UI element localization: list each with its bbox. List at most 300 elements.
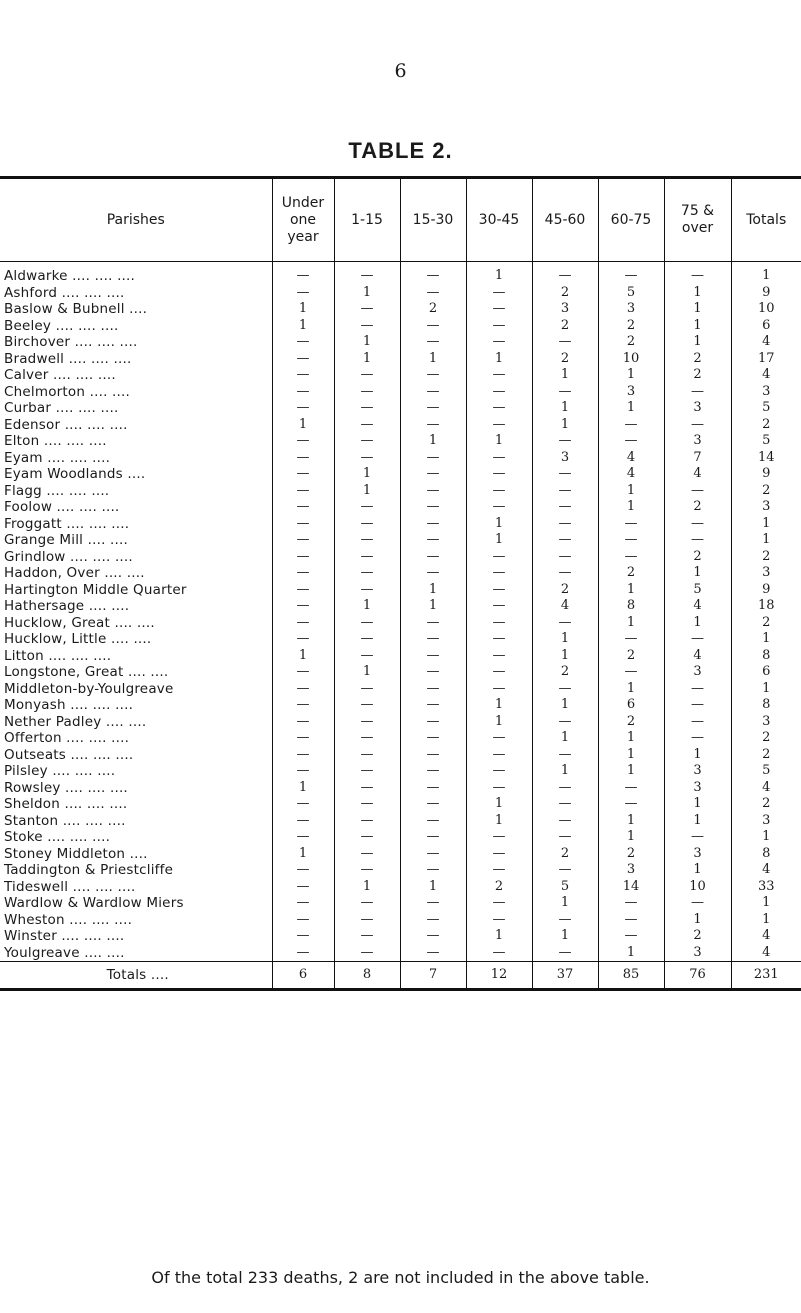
data-cell: 1 (598, 582, 664, 599)
table-row (0, 582, 801, 599)
data-cell: 5 (664, 582, 731, 599)
data-cell: 2 (532, 318, 598, 335)
data-cell: — (532, 714, 598, 731)
data-cell: 18 (731, 598, 801, 615)
data-cell: — (272, 813, 334, 830)
data-cell: 3 (532, 450, 598, 467)
parish-name: Eyam .... .... .... (4, 449, 111, 466)
data-cell: 1 (334, 879, 400, 896)
data-cell: — (272, 664, 334, 681)
header-parishes: Parishes (0, 179, 272, 262)
data-cell: — (400, 483, 466, 500)
data-cell: — (400, 747, 466, 764)
data-cell: — (400, 697, 466, 714)
data-cell: — (400, 318, 466, 335)
data-cell: 8 (598, 598, 664, 615)
data-cell: — (400, 516, 466, 533)
data-cell: — (532, 433, 598, 450)
data-cell: — (400, 813, 466, 830)
totals-cell: 7 (400, 962, 466, 990)
data-cell: — (272, 450, 334, 467)
data-cell: — (272, 598, 334, 615)
data-cell: — (400, 565, 466, 582)
data-cell: — (272, 714, 334, 731)
data-cell: — (532, 829, 598, 846)
data-cell: — (400, 763, 466, 780)
data-cell: 1 (664, 912, 731, 929)
data-cell: — (272, 466, 334, 483)
mortality-table (0, 176, 801, 991)
data-cell: 1 (532, 367, 598, 384)
data-cell: 3 (664, 433, 731, 450)
data-cell: 1 (664, 862, 731, 879)
data-cell: 1 (466, 516, 532, 533)
data-cell: — (466, 301, 532, 318)
table-row (0, 631, 801, 648)
data-cell: 1 (598, 945, 664, 962)
data-cell: 1 (664, 565, 731, 582)
data-cell: — (334, 862, 400, 879)
data-cell: 1 (400, 582, 466, 599)
table-row (0, 747, 801, 764)
header-30-45: 30-45 (466, 179, 532, 262)
table-row (0, 862, 801, 879)
data-cell: 4 (664, 466, 731, 483)
data-cell: 4 (731, 945, 801, 962)
data-cell: — (334, 928, 400, 945)
data-cell: — (334, 262, 400, 285)
data-cell: — (334, 945, 400, 962)
data-cell: — (466, 895, 532, 912)
data-cell: — (400, 262, 466, 285)
data-cell: 3 (532, 301, 598, 318)
data-cell: — (466, 945, 532, 962)
data-cell: 6 (731, 318, 801, 335)
data-cell: 2 (664, 367, 731, 384)
data-cell: — (334, 565, 400, 582)
data-cell: — (664, 262, 731, 285)
data-cell: — (400, 400, 466, 417)
data-cell: — (466, 664, 532, 681)
data-cell: — (272, 262, 334, 285)
table-row (0, 681, 801, 698)
data-cell: 2 (664, 351, 731, 368)
data-cell: — (532, 747, 598, 764)
data-cell: — (272, 433, 334, 450)
data-cell: 5 (532, 879, 598, 896)
data-cell: 3 (598, 384, 664, 401)
data-cell: — (466, 334, 532, 351)
data-cell: 8 (731, 697, 801, 714)
data-cell: — (400, 714, 466, 731)
data-cell: — (334, 846, 400, 863)
data-cell: — (466, 549, 532, 566)
data-cell: — (598, 796, 664, 813)
data-cell: — (664, 516, 731, 533)
data-cell: 1 (598, 499, 664, 516)
data-cell: 14 (598, 879, 664, 896)
data-cell: — (664, 697, 731, 714)
data-cell: — (272, 400, 334, 417)
data-cell: 2 (532, 351, 598, 368)
data-cell: — (400, 664, 466, 681)
data-cell: 1 (532, 763, 598, 780)
data-cell: — (400, 384, 466, 401)
data-cell: 1 (272, 417, 334, 434)
totals-cell: 6 (272, 962, 334, 990)
data-cell: — (532, 466, 598, 483)
data-cell: 4 (731, 334, 801, 351)
data-cell: 1 (466, 351, 532, 368)
data-cell: 1 (532, 631, 598, 648)
parish-name: Edensor .... .... .... (4, 416, 128, 433)
parish-name: Beeley .... .... .... (4, 317, 119, 334)
data-cell: 1 (664, 285, 731, 302)
data-cell: — (598, 928, 664, 945)
data-cell: — (532, 780, 598, 797)
data-cell: 2 (466, 879, 532, 896)
data-cell: — (664, 829, 731, 846)
data-cell: 1 (272, 301, 334, 318)
data-cell: 1 (598, 400, 664, 417)
data-cell: — (532, 516, 598, 533)
data-cell: 9 (731, 582, 801, 599)
parish-name: Foolow .... .... .... (4, 499, 120, 515)
data-cell: — (532, 262, 598, 285)
parish-name: Grindlow .... .... .... (4, 548, 133, 565)
data-cell: 1 (334, 664, 400, 681)
parish-name: Wheston .... .... .... (4, 911, 133, 928)
parish-name: Outseats .... .... .... (4, 746, 134, 763)
data-cell: — (272, 549, 334, 566)
data-cell: 10 (731, 301, 801, 318)
data-cell: 2 (598, 565, 664, 582)
parish-name: Eyam Woodlands .... (4, 466, 146, 482)
data-cell: — (272, 879, 334, 896)
data-cell: 10 (598, 351, 664, 368)
data-cell: — (466, 598, 532, 615)
table-row (0, 598, 801, 615)
data-cell: — (664, 532, 731, 549)
data-cell: — (532, 384, 598, 401)
parish-name: Offerton .... .... .... (4, 730, 130, 746)
data-cell: 1 (400, 598, 466, 615)
data-cell: — (334, 796, 400, 813)
data-cell: 3 (598, 301, 664, 318)
data-cell: — (400, 780, 466, 797)
table-row (0, 516, 801, 533)
data-cell: — (334, 400, 400, 417)
data-cell: — (334, 499, 400, 516)
data-cell: 4 (731, 928, 801, 945)
data-cell: 1 (466, 433, 532, 450)
parish-name: Grange Mill .... .... (4, 532, 129, 548)
data-cell: — (532, 862, 598, 879)
data-cell: 3 (664, 664, 731, 681)
data-cell: — (598, 631, 664, 648)
table-row (0, 813, 801, 830)
data-cell: — (272, 730, 334, 747)
data-cell: — (664, 483, 731, 500)
table-row (0, 417, 801, 434)
data-cell: — (272, 351, 334, 368)
parish-name: Calver .... .... .... (4, 367, 116, 383)
data-cell: — (400, 615, 466, 632)
data-cell: 8 (731, 846, 801, 863)
data-cell: — (334, 648, 400, 665)
data-cell: — (400, 796, 466, 813)
data-cell: 1 (731, 681, 801, 698)
table-row (0, 664, 801, 681)
parish-name: Baslow & Bubnell .... (4, 301, 148, 317)
data-cell: 1 (664, 301, 731, 318)
totals-cell: 231 (731, 962, 801, 990)
data-cell: — (272, 582, 334, 599)
data-cell: 1 (664, 334, 731, 351)
data-cell: 1 (272, 648, 334, 665)
data-cell: — (532, 945, 598, 962)
data-cell: 2 (731, 796, 801, 813)
data-cell: — (272, 499, 334, 516)
data-cell: 3 (664, 846, 731, 863)
data-cell: — (400, 499, 466, 516)
data-cell: 3 (598, 862, 664, 879)
data-cell: 33 (731, 879, 801, 896)
data-cell: — (334, 433, 400, 450)
data-cell: 1 (466, 928, 532, 945)
data-cell: 1 (272, 846, 334, 863)
data-cell: — (466, 318, 532, 335)
data-cell: 2 (532, 664, 598, 681)
data-cell: — (400, 532, 466, 549)
data-cell: — (272, 565, 334, 582)
data-cell: 2 (664, 499, 731, 516)
table-row (0, 367, 801, 384)
data-cell: — (400, 681, 466, 698)
table-row (0, 318, 801, 335)
table-row (0, 351, 801, 368)
data-cell: — (466, 912, 532, 929)
parish-name: Elton .... .... .... (4, 433, 107, 449)
data-cell: 1 (466, 262, 532, 285)
data-cell: 1 (532, 730, 598, 747)
parish-name: Monyash .... .... .... (4, 697, 134, 713)
data-cell: 3 (664, 400, 731, 417)
totals-cell: 76 (664, 962, 731, 990)
parish-name: Nether Padley .... .... (4, 713, 147, 730)
data-cell: 1 (400, 879, 466, 896)
data-cell: 1 (400, 351, 466, 368)
data-cell: — (466, 400, 532, 417)
data-cell: — (598, 664, 664, 681)
data-cell: 1 (598, 367, 664, 384)
data-cell: — (400, 417, 466, 434)
data-cell: — (664, 681, 731, 698)
parish-name: Hucklow, Great .... .... (4, 614, 155, 631)
data-cell: 1 (532, 400, 598, 417)
data-cell: 1 (731, 895, 801, 912)
data-cell: 1 (532, 417, 598, 434)
data-cell: 1 (664, 796, 731, 813)
data-cell: 1 (664, 813, 731, 830)
data-cell: 1 (731, 912, 801, 929)
data-cell: 5 (598, 285, 664, 302)
data-cell: 14 (731, 450, 801, 467)
data-cell: — (532, 565, 598, 582)
data-cell: — (272, 532, 334, 549)
data-cell: 1 (598, 730, 664, 747)
data-cell: — (532, 532, 598, 549)
data-cell: 1 (731, 631, 801, 648)
data-cell: — (334, 780, 400, 797)
parish-name: Youlgreave .... .... (4, 944, 125, 961)
parish-name: Rowsley .... .... .... (4, 779, 128, 796)
data-cell: — (400, 631, 466, 648)
data-cell: 4 (598, 450, 664, 467)
data-cell: 1 (334, 598, 400, 615)
data-cell: — (272, 796, 334, 813)
data-cell: 2 (598, 648, 664, 665)
data-cell: — (466, 285, 532, 302)
data-cell: — (466, 466, 532, 483)
parish-name: Winster .... .... .... (4, 928, 125, 944)
data-cell: — (400, 367, 466, 384)
data-cell: 3 (664, 763, 731, 780)
table-row (0, 565, 801, 582)
data-cell: — (272, 615, 334, 632)
parish-name: Hathersage .... .... (4, 598, 130, 614)
data-cell: 1 (731, 516, 801, 533)
data-cell: — (466, 829, 532, 846)
data-cell: 9 (731, 285, 801, 302)
data-cell: — (466, 483, 532, 500)
data-cell: 2 (400, 301, 466, 318)
data-cell: 8 (731, 648, 801, 665)
table-row (0, 763, 801, 780)
data-cell: — (334, 516, 400, 533)
table-row (0, 549, 801, 566)
data-cell: — (272, 945, 334, 962)
data-cell: 5 (731, 400, 801, 417)
data-cell: 3 (664, 780, 731, 797)
data-cell: — (532, 549, 598, 566)
data-cell: 3 (731, 499, 801, 516)
data-cell: — (532, 334, 598, 351)
table-row (0, 334, 801, 351)
data-cell: — (466, 730, 532, 747)
data-cell: 1 (272, 318, 334, 335)
table-body (0, 262, 801, 962)
data-cell: — (664, 895, 731, 912)
data-cell: — (532, 499, 598, 516)
data-cell: — (334, 895, 400, 912)
table-row (0, 730, 801, 747)
data-cell: 17 (731, 351, 801, 368)
data-cell: — (334, 747, 400, 764)
data-cell: — (466, 417, 532, 434)
table-title: TABLE 2. (348, 138, 453, 163)
parish-name: Haddon, Over .... .... (4, 565, 145, 581)
data-cell: — (598, 895, 664, 912)
data-cell: — (272, 334, 334, 351)
data-cell: 2 (532, 285, 598, 302)
header-45-60: 45-60 (532, 179, 598, 262)
data-cell: — (598, 912, 664, 929)
totals-cell: 12 (466, 962, 532, 990)
data-cell: — (400, 285, 466, 302)
footnote: Of the total 233 deaths, 2 are not included in the above table. (151, 1268, 650, 1287)
data-cell: — (466, 615, 532, 632)
data-cell: 1 (664, 747, 731, 764)
data-cell: — (400, 648, 466, 665)
data-cell: 2 (731, 417, 801, 434)
header-1-15: 1-15 (334, 179, 400, 262)
header-row (0, 179, 801, 262)
data-cell: — (272, 928, 334, 945)
data-cell: 3 (731, 714, 801, 731)
data-cell: — (334, 697, 400, 714)
data-cell: — (466, 565, 532, 582)
parish-name: Litton .... .... .... (4, 647, 112, 664)
data-cell: — (334, 582, 400, 599)
data-cell: — (466, 450, 532, 467)
data-cell: 1 (334, 466, 400, 483)
parish-name: Chelmorton .... .... (4, 383, 131, 400)
table-row (0, 780, 801, 797)
data-cell: 4 (532, 598, 598, 615)
data-cell: — (334, 450, 400, 467)
parish-name: Curbar .... .... .... (4, 400, 119, 416)
data-cell: 1 (598, 747, 664, 764)
parish-name: Hucklow, Little .... .... (4, 631, 152, 647)
data-cell: — (334, 417, 400, 434)
data-cell: — (334, 631, 400, 648)
data-cell: — (272, 631, 334, 648)
data-cell: — (532, 483, 598, 500)
data-cell: 4 (598, 466, 664, 483)
data-cell: — (466, 780, 532, 797)
data-cell: — (466, 763, 532, 780)
table-row (0, 697, 801, 714)
data-cell: — (334, 813, 400, 830)
data-cell: 2 (598, 714, 664, 731)
data-cell: — (598, 780, 664, 797)
data-cell: 2 (598, 846, 664, 863)
page-number: 6 (394, 60, 407, 82)
data-cell: — (272, 747, 334, 764)
table-row (0, 829, 801, 846)
data-cell: 1 (731, 262, 801, 285)
header-60-75: 60-75 (598, 179, 664, 262)
data-cell: — (272, 697, 334, 714)
data-cell: — (532, 615, 598, 632)
data-cell: — (400, 945, 466, 962)
data-cell: 9 (731, 466, 801, 483)
data-cell: — (400, 928, 466, 945)
data-cell: 1 (731, 532, 801, 549)
totals-cell: 8 (334, 962, 400, 990)
data-cell: — (334, 912, 400, 929)
parish-name: Birchover .... .... .... (4, 334, 138, 350)
data-cell: 1 (598, 829, 664, 846)
data-cell: 1 (466, 813, 532, 830)
data-cell: 1 (598, 813, 664, 830)
data-cell: — (272, 516, 334, 533)
data-cell: — (598, 532, 664, 549)
parish-name: Aldwarke .... .... .... (4, 268, 136, 284)
header-75-over: 75 & over (664, 179, 731, 262)
data-cell: — (334, 763, 400, 780)
